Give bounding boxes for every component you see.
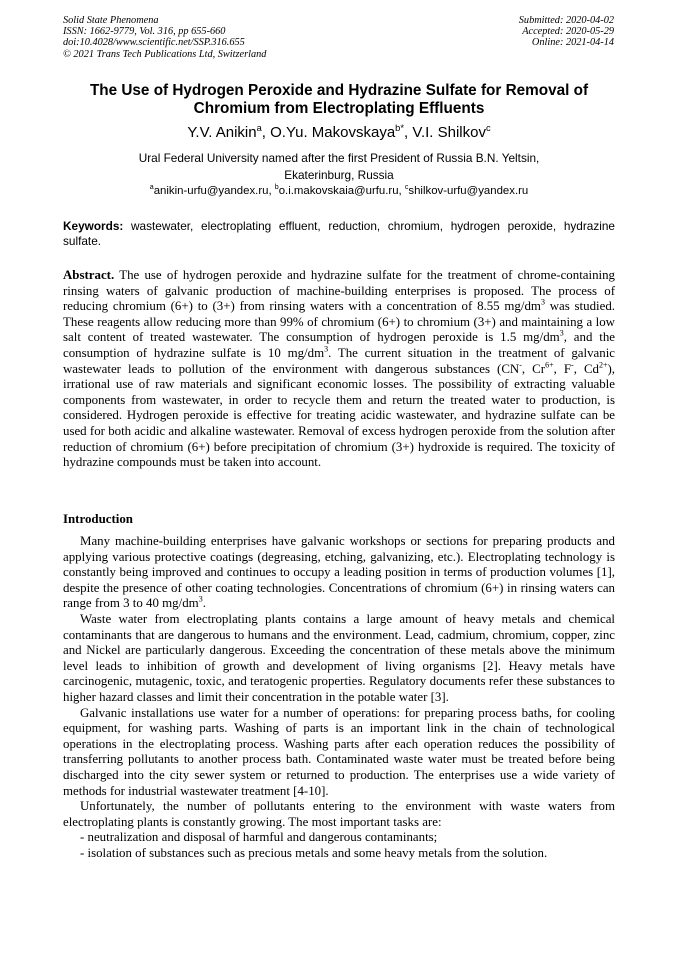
affiliation [63,150,615,183]
superscript: - [571,360,574,370]
email-mark: b [274,184,279,192]
abstract-text: , Cd [573,361,599,376]
doi-line[interactable]: doi:10.4028/www.scientific.net/SSP.316.655 [63,37,245,49]
superscript: 3 [324,344,329,354]
list-item: - neutralization and disposal of harmful and dangerous contaminants; [80,830,438,845]
author-name: O.Yu. Makovskaya [270,124,396,141]
issn-line: ISSN: 1662-9779, Vol. 316, pp 655-660 [63,26,226,38]
author-separator: , [261,124,271,141]
paragraph: Galvanic installations use water for a number of operations: for preparing process baths, for cooling equipment, for washing parts. Washing of parts is an important link in the chain of technological operations in the electroplating process. Washing parts after each operation reduces the possibility of transferring pollutants to another process bath. Contaminated waste water must be treated before being discharged into the city sewer system or returned to production. The enterprises use a wide variety of methods for industrial wastewater treatment [4-10]. [63,705,615,798]
superscript: - [519,360,522,370]
superscript: 3 [559,329,564,339]
abstract-text: was studied. These reagents allow reducing more than 99% of chromium (6+) to chromium (3+) and maintaining a low salt content of treated wastewater. The consumption of hydrogen peroxide is 1.5 mg/dm [63,299,615,345]
paper-title: The Use of Hydrogen Peroxide and Hydrazine Sulfate for Removal of Chromium from Electroplating Effluents [89,82,589,117]
list-item: - isolation of substances such as precious metals and some heavy metals from the solution. [80,845,548,860]
email-address[interactable]: shilkov-urfu@yandex.ru [408,185,529,197]
accepted-date: Accepted: 2020-05-29 [522,26,614,38]
journal-name: Solid State Phenomena [63,15,159,26]
abstract-text: . The current situation in the treatment of galvanic wastewater leads to pollution of the environment with dangerous substances (CN [63,345,615,376]
superscript: 3 [540,297,545,307]
author-name: V.I. Shilkov [412,124,486,141]
superscript: 2+ [599,360,608,370]
journal-info [63,15,266,60]
author-list [63,124,615,142]
paragraph: Unfortunately, the number of pollutants entering to the environment with waste waters from electroplating plants is constantly growing. The most important tasks are: [63,799,615,829]
author-name: Y.V. Anikin [187,124,257,141]
affiliation-line-1: Ural Federal University named after the first President of Russia B.N. Yeltsin, [138,151,540,165]
paragraph [63,534,615,612]
superscript: 6+ [545,360,554,370]
affiliation-line-2: Ekaterinburg, Russia [284,167,394,182]
author-mark: c [485,123,491,133]
abstract-text: , Cr [521,361,546,376]
email-mark: c [404,184,409,192]
abstract-text: , F [553,361,572,376]
submitted-date: Submitted: 2020-04-02 [518,15,614,26]
dates-info [519,15,614,49]
abstract-text: ), irrational use of raw materials and significant economic losses. The possibility of extracting valuable components from wastewater, in order to recycle them and return the treated water to production, is considered. Hydrogen peroxide is effective for treating acidic wastewater, and hydrazine sulfate can be used for both acidic and alkaline wastewater. Removal of excess hydrogen peroxide from the solution after reduction of chromium (6+) before precipitation of chromium (3+) hydroxide is required. The toxicity of hydrazine compounds must be taken into account. [63,361,616,470]
abstract [63,268,615,471]
email-mark: a [149,184,154,192]
section-heading-introduction: Introduction [63,512,133,526]
author-mark: a [256,123,262,133]
abstract-text: The use of hydrogen peroxide and hydrazine sulfate for the treatment of chrome-containing rinsing waters of galvanic production of machine-building enterprises is proposed. The process of reducing chromium (6+) to (3+) from rinsing waters with a concentration of 8.55 mg/dm [63,268,615,314]
email-address[interactable]: anikin-urfu@yandex.ru, [153,185,272,197]
abstract-label: Abstract. [63,268,115,282]
introduction-body [63,534,615,861]
superscript: 3 [198,595,203,605]
email-address[interactable]: o.i.makovskaia@urfu.ru, [278,185,402,197]
author-mark: b* [395,123,404,133]
online-date: Online: 2021-04-14 [531,37,614,49]
email-list [63,184,615,199]
keywords-text: wastewater, electroplating effluent, reduction, chromium, hydrogen peroxide, hydrazine sulfate. [63,219,615,248]
paragraph: Waste water from electroplating plants contains a large amount of heavy metals and chemical contaminants that are dangerous to humans and the environment. Lead, cadmium, chromium, copper, zinc and Nickel are particularly dangerous. Exceeding the concentration of these metals above the minimum level leads to inhibition of growth and development of living organisms [2]. Heavy metals have carcinogenic, mutagenic, toxic, and teratogenic properties. Regulatory documents refer these substances to higher hazard classes and limit their concentration in the potable water [3]. [63,611,615,704]
keywords [63,219,615,249]
paragraph-text: . [202,596,206,611]
copyright-line: © 2021 Trans Tech Publications Ltd, Switzerland [63,48,267,60]
author-separator: , [403,124,413,141]
paragraph-text: Many machine-building enterprises have galvanic workshops or sections for preparing products and applying various protective coatings (degreasing, etching, galvanizing, etc.). Electroplating technology is constantly being improved and continues to occupy a leading position in terms of production volumes [1], despite the presence of other coating technologies. Concentrations of chromium (6+) in rinsing waters can range from 3 to 40 mg/dm [63,534,615,611]
keywords-label: Keywords: [63,219,124,233]
abstract-text: , and the consumption of hydrazine sulfate is 10 mg/dm [63,330,615,360]
